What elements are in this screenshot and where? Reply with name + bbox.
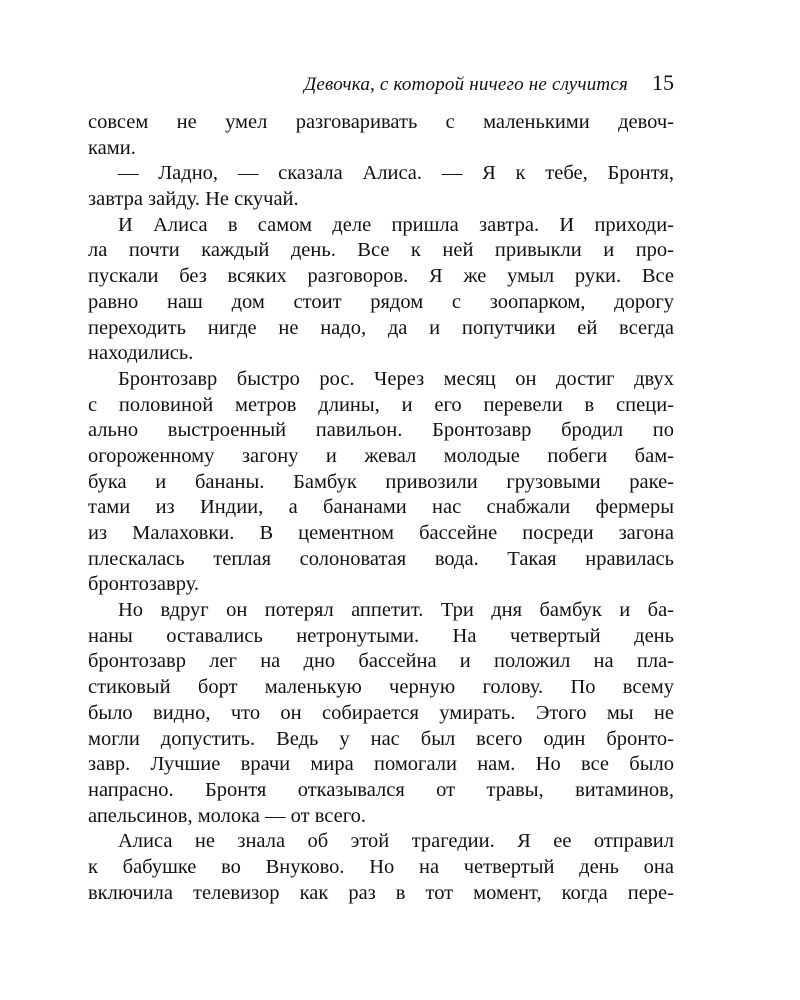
text-line: с половиной метров длины, и его перевели в специ- — [88, 393, 674, 416]
text-line: плескалась теплая солоноватая вода. Такая нравилась — [88, 547, 674, 570]
text-line: И Алиса в самом деле пришла завтра. И приходи- — [118, 213, 674, 236]
text-line: бука и бананы. Бамбук привозили грузовыми раке- — [88, 470, 674, 493]
text-line: наны оставались нетронутыми. На четвертый день — [88, 624, 674, 647]
page-number: 15 — [652, 70, 674, 95]
text-line: бронтозавр лег на дно бассейна и положил на пла- — [88, 650, 674, 673]
text-line: завтра зайду. Не скучай. — [88, 188, 299, 211]
chapter-title: Девочка, с которой ничего не случится — [304, 74, 628, 95]
text-line: тами из Индии, а бананами нас снабжали фермеры — [88, 496, 674, 519]
text-line: апельсинов, молока — от всего. — [88, 804, 366, 827]
text-line: к бабушке во Внуково. Но на четвертый день она — [88, 855, 674, 878]
body-text — [88, 110, 674, 906]
text-line: бронтозавру. — [88, 573, 200, 596]
text-line: переходить нигде не надо, да и попутчики ей всегда — [88, 316, 674, 339]
text-line: ками. — [88, 136, 136, 159]
text-line: ально выстроенный павильон. Бронтозавр бродил по — [88, 419, 674, 442]
running-header — [88, 70, 674, 100]
text-line: стиковый борт маленькую черную голову. По всему — [88, 676, 674, 699]
text-line: напрасно. Бронтя отказывался от травы, витаминов, — [88, 778, 674, 801]
text-line: было видно, что он собирается умирать. Этого мы не — [88, 701, 674, 724]
text-line: пускали без всяких разговоров. Я же умыл руки. Все — [88, 265, 674, 288]
text-line: из Малаховки. В цементном бассейне посреди загона — [88, 522, 674, 544]
text-line: — Ладно, — сказала Алиса. — Я к тебе, Бронтя, — [118, 162, 674, 185]
text-line: Алиса не знала об этой трагедии. Я ее отправил — [118, 830, 674, 853]
text-line: Но вдруг он потерял аппетит. Три дня бамбук и ба- — [118, 599, 674, 622]
text-line: завр. Лучшие врачи мира помогали нам. Но все было — [88, 753, 674, 776]
text-line: совсем не умел разговаривать с маленькими девоч- — [88, 111, 674, 133]
text-line: находились. — [88, 342, 194, 365]
text-line: включила телевизор как раз в тот момент, когда пере- — [88, 881, 674, 904]
text-line: равно наш дом стоит рядом с зоопарком, дорогу — [88, 290, 674, 313]
text-line: ла почти каждый день. Все к ней привыкли и про- — [88, 239, 674, 262]
text-line: огороженному загону и жевал молодые побеги бам- — [88, 444, 674, 467]
text-line: Бронтозавр быстро рос. Через месяц он достиг двух — [118, 367, 674, 390]
text-line: могли допустить. Ведь у нас был всего один бронто- — [88, 727, 674, 750]
